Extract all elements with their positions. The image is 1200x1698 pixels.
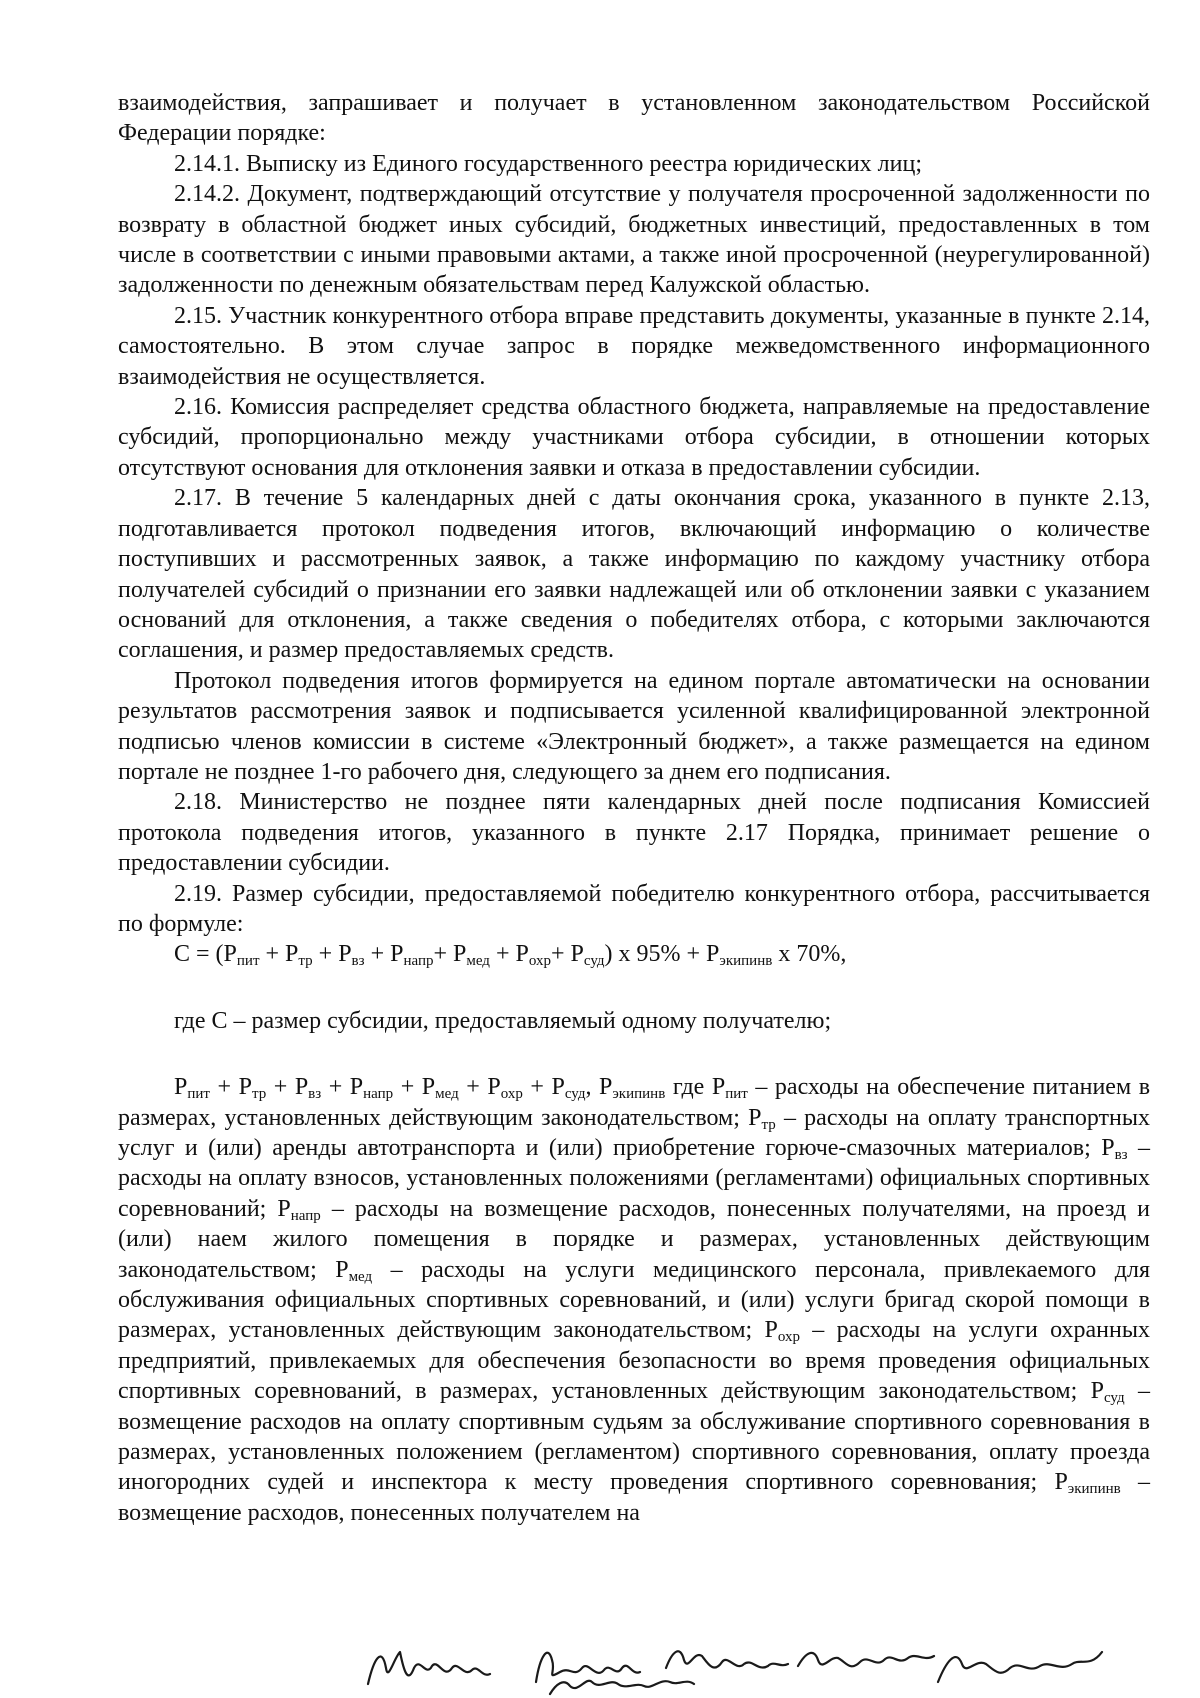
- spacer: [118, 970, 1150, 1006]
- spacer: [118, 1036, 1150, 1072]
- paragraph-2-16: 2.16. Комиссия распределяет средства областного бюджета, направляемые на предоставление субсидий, пропорционально между участниками отбора субсидии, в отношении которых отсутствуют основания для отклонения заявки и отказа в предоставлении субсидии.: [118, 394, 1150, 481]
- formula-subscript: тр: [298, 953, 313, 970]
- def-subscript: мед: [348, 1268, 373, 1285]
- paragraph-2-15: 2.15. Участник конкурентного отбора вправе представить документы, указанные в пункте 2.14, самостоятельно. В этом случае запрос в порядке межведомственного информационного взаимодействия не осуществляется.: [118, 302, 1150, 390]
- where-c-line: где С – размер субсидии, предоставляемый одному получателю;: [174, 1007, 832, 1034]
- def-subscript: напр: [290, 1207, 321, 1224]
- formula-text: х 70%,: [772, 941, 847, 968]
- formula-subscript: пит: [236, 953, 260, 970]
- def-text: + Р: [209, 1074, 252, 1101]
- def-subscript: мед: [435, 1086, 459, 1103]
- formula-subscript: мед: [466, 953, 490, 970]
- formula-subscript: экипинв: [719, 953, 773, 970]
- document-page: [118, 88, 1150, 1528]
- def-subscript: тр: [251, 1086, 267, 1103]
- def-subscript: охр: [500, 1086, 523, 1103]
- def-text: – расходы на возмещение расходов, понесенных получателями, на проезд и (или) наем жилого помещения в порядке и размерах, установленных действующим законодательством; Р: [118, 1195, 1150, 1283]
- def-text: + Р: [522, 1074, 565, 1101]
- paragraph-2-14-2: 2.14.2. Документ, подтверждающий отсутствие у получателя просроченной задолженности по возврату в областной бюджет иных субсидий, бюджетных инвестиций, предоставленных в том числе в соответствии с иными правовыми актами, а также иной просроченной (неурегулированной) задолженности по денежным обязательствам перед Калужской областью.: [118, 181, 1150, 299]
- def-subscript: пит: [187, 1086, 210, 1103]
- def-text: – возмещение расходов, понесенных получателем на: [118, 1469, 1151, 1526]
- def-subscript: вз: [1114, 1147, 1128, 1163]
- formula-text: С = (Р: [174, 941, 237, 968]
- def-text: + Р: [393, 1074, 436, 1101]
- def-subscript: суд: [1103, 1390, 1125, 1407]
- def-text: – расходы на услуги охранных предприятий, привлекаемых для обеспечения безопасности во время проведения официальных спортивных соревнований, в размерах, установленных действующим законодательством; Р: [118, 1317, 1150, 1405]
- def-subscript: тр: [761, 1116, 776, 1133]
- paragraph-protocol: Протокол подведения итогов формируется на едином портале автоматически на основании результатов рассмотрения заявок и подписывается усиленной квалифицированной электронной подписью членов комиссии в системе «Электронный бюджет», а также размещается на едином портале не позднее 1-го рабочего дня, следующего за днем его подписания.: [118, 667, 1150, 785]
- paragraph-continuation: взаимодействия, запрашивает и получает в установленном законодательством Российской Федерации порядке:: [118, 90, 1150, 147]
- paragraph-2-19: 2.19. Размер субсидии, предоставляемой победителю конкурентного отбора, рассчитывается по формуле:: [118, 880, 1150, 937]
- formula-text: + Р: [550, 941, 584, 968]
- def-text: + Р: [266, 1074, 309, 1101]
- def-text: + Р: [321, 1074, 364, 1101]
- def-text: , Р: [585, 1074, 613, 1101]
- def-text: – возмещение расходов на оплату спортивным судьям за обслуживание спортивного соревнования в размерах, установленных положением (регламентом) спортивного соревнования, оплату проезда иногородних судей и инспектора к месту проведения спортивного соревнования; Р: [118, 1378, 1150, 1496]
- formula-subscript: охр: [528, 953, 551, 970]
- subsidy-formula: [118, 939, 1150, 969]
- def-subscript: экипинв: [1067, 1481, 1121, 1498]
- handwritten-certification-signature: [360, 1638, 1120, 1698]
- def-subscript: напр: [363, 1086, 394, 1103]
- paragraph-2-18: 2.18. Министерство не позднее пяти календарных дней после подписания Комиссией протокола подведения итогов, указанного в пункте 2.17 Порядка, принимает решение о предоставлении субсидии.: [118, 789, 1150, 877]
- def-text: Р: [174, 1074, 188, 1101]
- def-text: – расходы на обеспечение питанием в размерах, установленных действующим законодательством; Р: [118, 1074, 1151, 1131]
- def-subscript: суд: [564, 1086, 586, 1103]
- definitions-paragraph: [118, 1072, 1150, 1528]
- paragraph-2-17: 2.17. В течение 5 календарных дней с даты окончания срока, указанного в пункте 2.13, подготавливается протокол подведения итогов, включающий информацию о количестве поступивших и рассмотренных заявок, а также информацию по каждому участнику отбора получателей субсидий о признании его заявки надлежащей или об отклонении заявки с указанием оснований для отклонения, а также сведения о победителях отбора, с которыми заключаются соглашения, и размер предоставляемых средств.: [118, 485, 1150, 664]
- formula-text: + Р: [489, 941, 529, 968]
- formula-text: ) х 95% + Р: [604, 941, 720, 968]
- def-text: – расходы на оплату взносов, установленных положениями (регламентами) официальных спортивных соревнований; Р: [118, 1135, 1150, 1222]
- def-text: где Р: [665, 1074, 726, 1101]
- formula-subscript: суд: [583, 953, 605, 970]
- formula-text: + Р: [433, 941, 467, 968]
- formula-text: + Р: [312, 941, 352, 968]
- def-text: + Р: [458, 1074, 501, 1101]
- formula-text: + Р: [259, 941, 299, 968]
- paragraph-2-14-1: 2.14.1. Выписку из Единого государственного реестра юридических лиц;: [174, 150, 922, 177]
- def-subscript: экипинв: [612, 1086, 666, 1103]
- def-text: – расходы на оплату транспортных услуг и (или) аренды автотранспорта и (или) приобретение горюче-смазочных материалов; Р: [118, 1104, 1150, 1161]
- def-subscript: вз: [308, 1086, 322, 1103]
- formula-text: + Р: [364, 941, 404, 968]
- def-text: – расходы на услуги медицинского персонала, привлекаемого для обслуживания официальных спортивных соревнований, и (или) услуги бригад скорой помощи в размерах, установленных действующим законодательством; Р: [118, 1256, 1150, 1344]
- def-subscript: охр: [777, 1329, 800, 1346]
- def-subscript: пит: [725, 1086, 748, 1103]
- formula-subscript: вз: [351, 953, 365, 970]
- formula-subscript: напр: [403, 953, 434, 970]
